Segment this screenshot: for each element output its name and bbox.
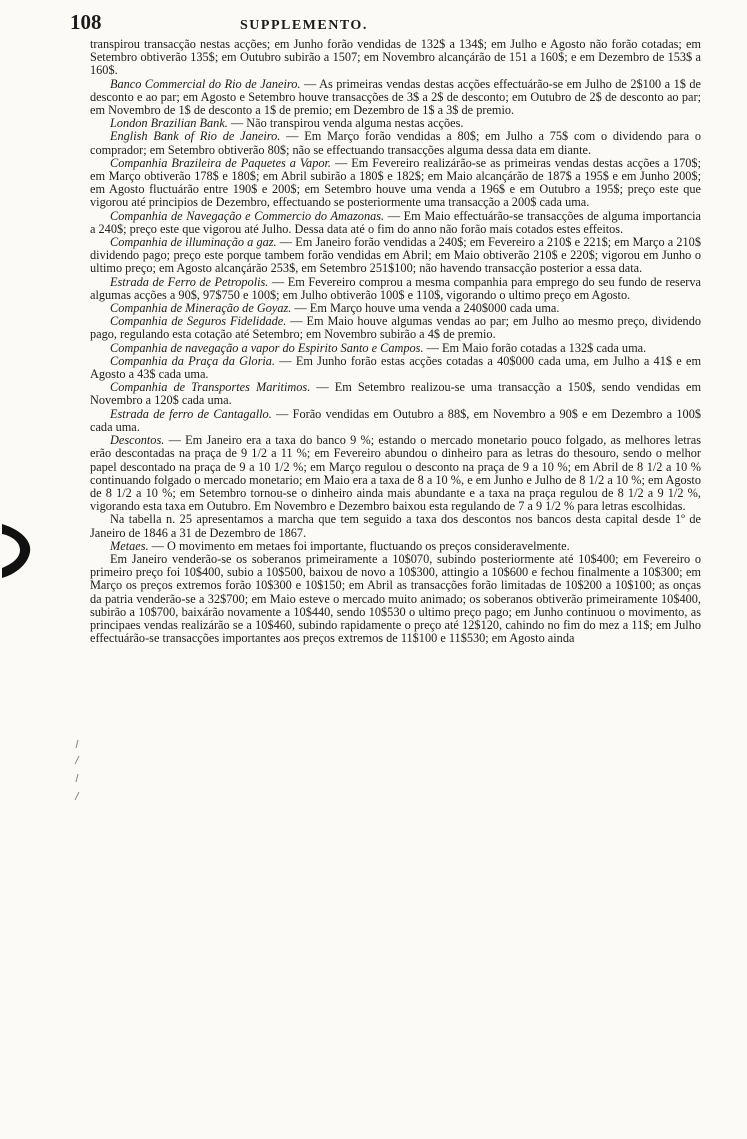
- paragraph-heading: English Bank of Rio de Janeiro.: [110, 129, 281, 144]
- paragraph-text: — Em Maio forão cotadas a 132$ cada uma.: [423, 340, 647, 355]
- paragraph-heading: Banco Commercial do Rio de Janeiro.: [110, 76, 301, 91]
- paragraph: [90, 130, 701, 156]
- paragraph: [90, 434, 701, 513]
- paragraph: [90, 408, 701, 434]
- paragraph-text: — Em Março forão vendidas a 80$; em Julho a 75$ com o dividendo para o comprador; em Setembro obtiverão 80$; não se effectuando transacções alguma dessa data em diante.: [90, 129, 701, 157]
- paragraph-text: — Em Junho forão estas acções cotadas a 40$000 cada uma, em Julho a 41$ e em Agosto a 43$ cada uma.: [90, 353, 702, 382]
- paragraph-text: — Em Fevereiro comprou a mesma companhia para emprego do seu fundo de reserva algumas acções a 90$, 97$750 e 100$; em Julho obtiverão 100$ e 110$, vigorando o ultimo preço em Agosto.: [90, 274, 701, 302]
- paragraph-text: — O movimento em metaes foi importante, fluctuando os preços consideravelmente.: [148, 538, 570, 553]
- paragraph-text: — Não transpirou venda alguma nestas acções.: [227, 116, 464, 131]
- paragraph-heading: Descontos.: [110, 433, 165, 448]
- paragraph: [90, 553, 701, 645]
- paragraph-text: — Em Maio effectuárão-se transacções de alguma importancia a 240$; preço este que vigorou até Julho. Dessa data até o fim do anno não forão mais cotados estes effeitos.: [90, 208, 702, 236]
- paragraph-heading: Metaes.: [110, 538, 149, 553]
- binding-clip-mark: [0, 520, 34, 580]
- paragraph-heading: Companhia de illuminação a gaz.: [110, 235, 277, 250]
- paragraph-heading: Companhia Brazileira de Paquetes a Vapor.: [110, 155, 331, 170]
- paragraph-heading: Companhia de Seguros Fidelidade.: [110, 314, 287, 329]
- paragraph: [90, 78, 701, 118]
- paragraph-text: — Em Maio houve algumas vendas ao par; em Julho ao mesmo preço, dividendo pago, regulando esta cotação até Setembro; em Novembro subirão a 4$ de premio.: [90, 314, 701, 342]
- paragraph-text: Na tabella n. 25 apresentamos a marcha que tem seguido a taxa dos descontos nos bancos desta capital desde 1º de Janeiro de 1846 a 31 de Dezembro de 1867.: [90, 512, 701, 540]
- paragraph: [90, 513, 701, 539]
- paragraph-heading: Companhia de Transportes Maritimos.: [110, 380, 311, 395]
- paragraph-heading: London Brazilian Bank.: [110, 116, 228, 131]
- paragraph: [90, 276, 701, 302]
- paragraph-text: transpirou transacção nestas acções; em Junho forão vendidas de 132$ a 134$; em Julho e Agosto não forão cotadas; em Setembro obtiverão 135$; em Outubro subirão a 1507; em Novembro alcançárão de 151 a 160$; e em Dezembro de 153$ a 160$.: [90, 37, 701, 78]
- paragraph: [90, 210, 701, 236]
- paragraph-heading: Estrada de ferro de Cantagallo.: [110, 406, 272, 421]
- paragraph: [90, 38, 701, 78]
- paragraph-text: — Em Janeiro era a taxa do banco 9 %; estando o mercado monetario pouco folgado, as melhores letras erão descontadas na praça de 9 1/2 a 11 %; em Fevereiro abundou o dinheiro para as letras do thesouro, sendo o melhor papel descontado na praça de 9 a 10 1/2 %; em Março regulou o desconto na praça de 9 a 10 %; em Abril de 8 1/2 a 10 % continuando folgado o mercado monetario; em Maio era a taxa de 8 a 10 %, e em Junho e Julho de 8 1/2 a 10 %; em Agosto de 8 1/2 a 10 %; em Setembro tornou-se o dinheiro ainda mais abundante e a taxa na praça regulou de 8 1/2 a 9 1/2 %, vigorando esta taxa em Outubro. Em Novembro e Dezembro baixou esta regulando de 7 a 9 1/2 % para letras escolhidas.: [90, 433, 701, 514]
- paragraph-text: — Em Fevereiro realizárão-se as primeiras vendas destas acções a 170$; em Março obtiverão 178$ e 180$; em Abril subirão a 180$ e 182$; em Maio alcançárão de 187$ a 195$ e em Junho 200$; em Agosto fluctuárão entre 190$ e 200$; em Setembro houve uma venda a 196$ e em Outubro a 195$; preço este que vigorou até principios de Dezembro, effectuando se posteriormente uma transacção a 200$ cada uma.: [90, 155, 701, 210]
- running-title: SUPPLEMENTO.: [240, 18, 368, 33]
- paragraph-text: Em Janeiro venderão-se os soberanos primeiramente a 10$070, subindo posteriormente até 10$400; em Fevereiro o primeiro preço foi 10$400, subio a 10$500, baixou de novo a 10$300, attingio a 10$600 e fechou finalmente a 10$300; em Março os preços extremos forão 10$300 e 10$150; em Abril as transacções forão limitadas de 10$200 a 10$100; as onças da patria venderão-se a 32$700; em Maio esteve o mercado muito animado; os soberanos obtiverão primeiramente 10$400, subirão a 10$700, baixárão novamente a 10$440, sendo 10$530 o ultimo preço pago; em Junho continuou o movimento, as principaes vendas realizárão se a 10$460, subindo rapidamente o preço até 12$120, cahindo no fim do mez a 11$; em Julho effectuárão-se transacções importantes aos preços extremos de 11$100 e 11$530; em Agosto ainda: [90, 551, 701, 646]
- page-header: [70, 10, 701, 38]
- page-number: 108: [70, 10, 102, 34]
- paragraph-text: — Em Setembro realizou-se uma transacção a 150$, sendo vendidas em Novembro a 120$ cada uma.: [90, 380, 702, 408]
- paragraph-text: — Em Março houve uma venda a 240$000 cada uma.: [291, 301, 560, 316]
- paragraph-heading: Estrada de Ferro de Petropolis.: [110, 274, 269, 289]
- paragraph: [90, 315, 701, 341]
- paragraph: [90, 355, 701, 381]
- paragraph-heading: Companhia de Navegação e Commercio do Amazonas.: [110, 208, 385, 223]
- paragraph: [90, 381, 701, 407]
- body-text: [90, 38, 701, 645]
- paragraph: [90, 236, 701, 276]
- paragraph-text: — Em Janeiro forão vendidas a 240$; em Fevereiro a 210$ e 221$; em Março a 210$ dividendo pago; preço este porque tambem forão vendidas em Abril; em Maio obtiverão 210$ e 220$; vigorou em Junho o ultimo preço; em Agosto alcançárão 253$, em Setembro 251$100; não havendo transacção posterior a essa data.: [90, 235, 701, 276]
- paragraph: [90, 157, 701, 210]
- paragraph-text: — Forão vendidas em Outubro a 88$, em Novembro a 90$ e em Dezembro a 100$ cada uma.: [90, 406, 701, 434]
- paragraph-heading: Companhia de navegação a vapor do Espirito Santo e Campos.: [110, 340, 424, 355]
- margin-annotation-marks: [72, 738, 82, 808]
- paragraph-text: — As primeiras vendas destas acções effectuárão-se em Julho de 2$100 a 1$ de desconto e ao par; em Agosto e Setembro houve transacções de 3$ a 2$ de desconto; em Outubro de 2$ de desconto ao par; em Novembro de 1$ de desconto a 1$ de premio; em Dezembro de 1$ a 3$ de premio.: [90, 76, 701, 118]
- paragraph-heading: Companhia da Praça da Gloria.: [110, 353, 275, 368]
- paragraph-heading: Companhia de Mineração de Goyaz.: [110, 301, 292, 316]
